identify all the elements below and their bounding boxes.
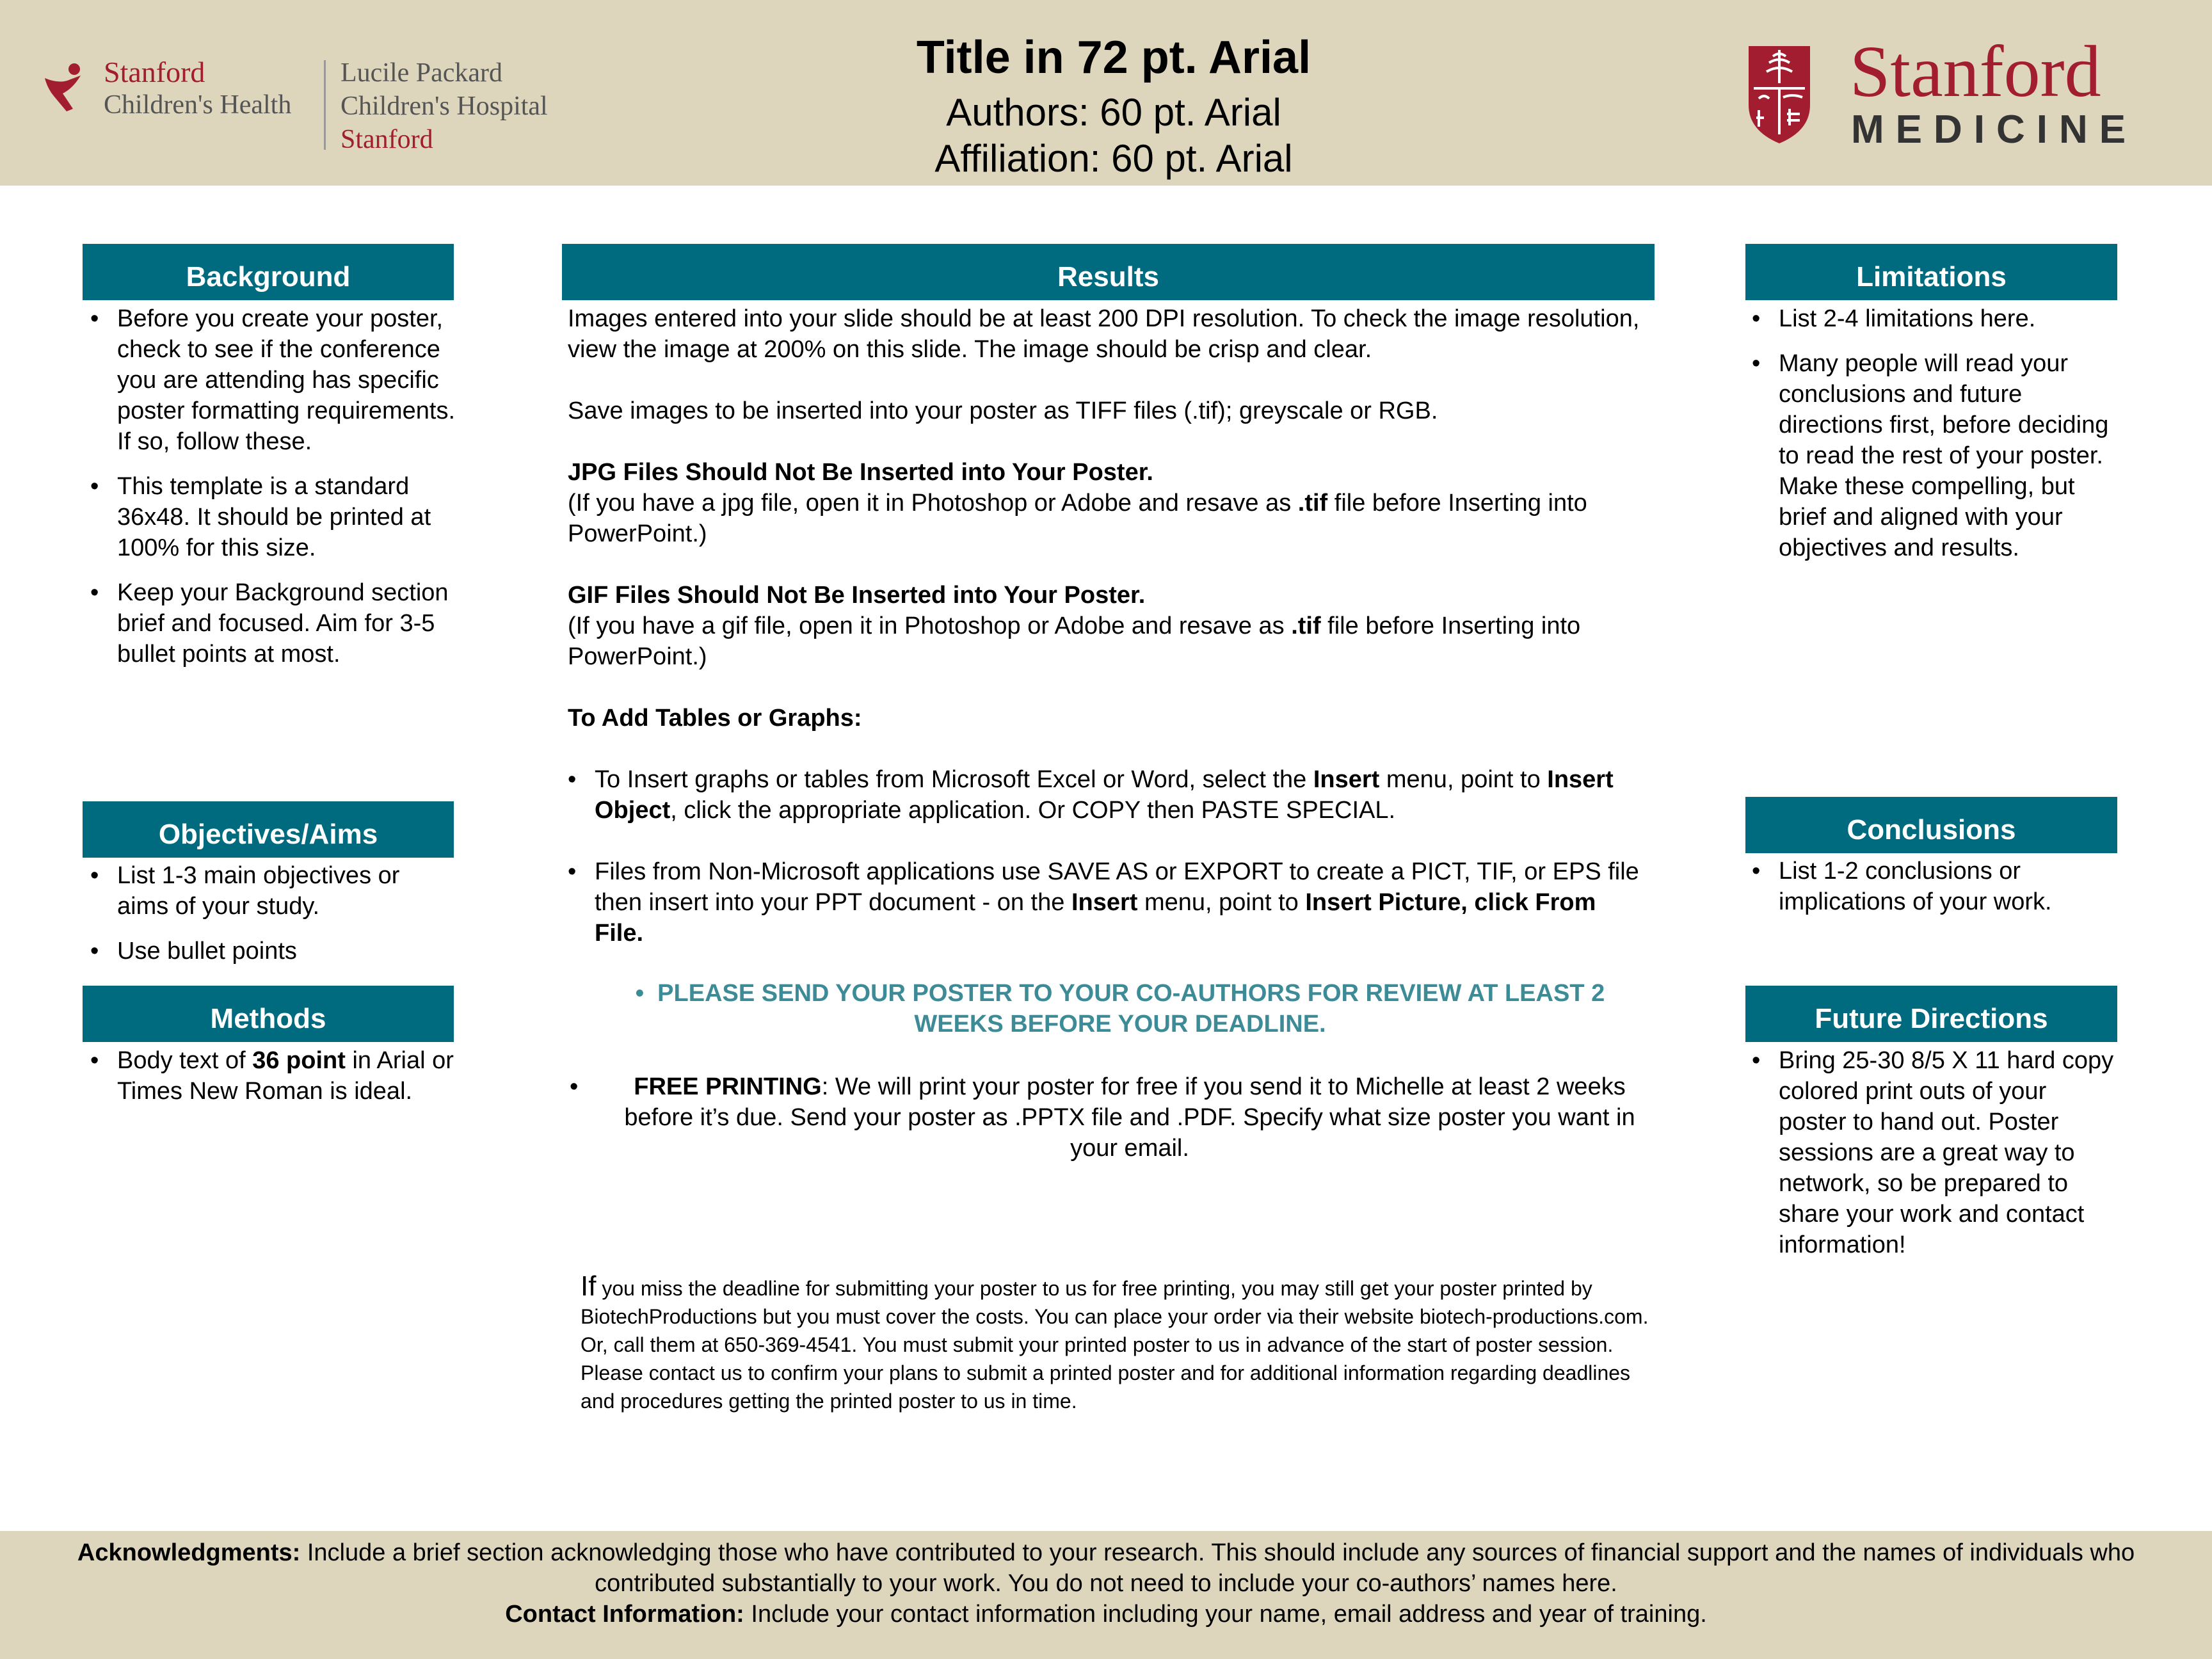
list-item [84, 1045, 455, 1107]
coauthor-notice [589, 978, 1651, 1039]
bullet-text-bold: Insert [1313, 766, 1380, 793]
list-item: • List 2-4 limitations here. [1745, 303, 2117, 334]
bullet-text-bold: Insert [1071, 889, 1138, 916]
contact-label: Contact Information: [505, 1601, 744, 1628]
poster-authors: Authors: 60 pt. Arial [946, 91, 1281, 134]
logo-line-childrens-health: Children's Health [104, 90, 292, 120]
stanford-shield-icon [1747, 44, 1811, 145]
limitations-list [1745, 303, 2117, 577]
bullet-dot: • [570, 1073, 579, 1100]
list-item [561, 764, 1649, 826]
gif-text: file before Inserting into PowerPoint.) [568, 613, 1581, 670]
limitations-heading: Limitations [1745, 244, 2117, 300]
free-printing-text [602, 1071, 1658, 1164]
results-paragraph: Save images to be inserted into your poster as TIFF files (.tif); greyscale or RGB. [568, 397, 1438, 424]
list-item: • Before you create your poster, check to see if the conference you are attending has specific poster formatting requirements. If so, follow these. [84, 303, 455, 457]
bullet-text: To Insert graphs or tables from Microsoft Excel or Word, select the [595, 766, 1313, 793]
tif-extension: .tif [1297, 490, 1328, 517]
gif-text: (If you have a gif file, open it in Photoshop or Adobe and resave as [568, 613, 1292, 639]
late-printing-paragraph [581, 1272, 1656, 1415]
results-heading: Results [562, 244, 1655, 300]
logo-line-childrens-hospital: Children's Hospital [341, 92, 548, 121]
stanford-childrens-logo [41, 56, 566, 159]
list-item: • Many people will read your conclusions and future directions first, before deciding to read the rest of your poster. Make these compelling, but brief and aligned with your objectives and results. [1745, 348, 2117, 563]
results-paragraph: Images entered into your slide should be at least 200 DPI resolution. To check the image resolution, view the image at 200% on this slide. The image should be crisp and clear. [568, 305, 1640, 363]
methods-list [84, 1045, 455, 1121]
future-directions-list [1745, 1045, 2117, 1274]
contact-information [0, 1599, 2212, 1630]
list-item: • Use bullet points [84, 936, 455, 966]
child-figure-icon [41, 63, 91, 113]
late-printing-text: you miss the deadline for submitting your poster to us for free printing, you may still get your poster printed by BiotechProductions but you must cover the costs. You can place your order via their website biotech-productions.com. Or, call them at 650-369-4541. You must submit your printed poster to us in advance of the start of poster session. Please contact us to confirm your plans to submit a printed poster and for additional information regarding deadlines and procedures getting the printed poster to us in time. [581, 1277, 1649, 1413]
tables-heading: To Add Tables or Graphs: [568, 705, 862, 732]
gif-paragraph [568, 611, 1656, 672]
free-printing-item [570, 1071, 1658, 1164]
bullet-text: Files from Non-Microsoft applications use SAVE AS or EXPORT to create a PICT, TIF, or EPS file then insert into your PPT document - on the [595, 858, 1639, 916]
jpg-text: file before Inserting into PowerPoint.) [568, 490, 1587, 547]
poster-title: Title in 72 pt. Arial [916, 32, 1311, 83]
future-directions-heading: Future Directions [1745, 986, 2117, 1042]
bullet-text-bold: Insert Picture, click From File. [595, 889, 1596, 947]
list-item: • Bring 25-30 8/5 X 11 hard copy colored print outs of your poster to hand out. Poster sessions are a great way to network, so be prepared to share your work and contact information! [1745, 1045, 2117, 1260]
stanford-medicine-logo [1747, 31, 2157, 154]
stanford-childrens-health-wordmark [104, 56, 291, 122]
late-printing-first: If [581, 1270, 597, 1302]
logo-line-lucile-packard: Lucile Packard [341, 58, 503, 88]
jpg-paragraph [568, 488, 1656, 549]
coauthor-notice-text: PLEASE SEND YOUR POSTER TO YOUR CO-AUTHORS FOR REVIEW AT LEAST 2 WEEKS BEFORE YOUR DEADLINE. [657, 980, 1605, 1038]
conclusions-list [1745, 856, 2117, 931]
lucile-packard-wordmark [341, 56, 548, 156]
jpg-heading: JPG Files Should Not Be Inserted into Your Poster. [568, 459, 1153, 486]
acknowledgments-text: Include a brief section acknowledging those who have contributed to your research. This should include any sources of financial support and the names of individuals who contributed substantially to your work. You do not need to include your co-authors’ names here. [300, 1539, 2135, 1597]
jpg-text: (If you have a jpg file, open it in Photoshop or Adobe and resave as [568, 490, 1298, 517]
results-bullets [561, 764, 1649, 963]
bullet-text: menu, point to [1379, 766, 1548, 793]
list-item: • Keep your Background section brief and focused. Aim for 3-5 bullet points at most. [84, 577, 455, 669]
background-heading: Background [83, 244, 454, 300]
tif-extension: .tif [1291, 613, 1321, 639]
list-item: • This template is a standard 36x48. It should be printed at 100% for this size. [84, 471, 455, 563]
bullet-text: , click the appropriate application. Or COPY then PASTE SPECIAL. [670, 797, 1396, 824]
logo-line-stanford: Stanford [104, 56, 205, 88]
acknowledgments-label: Acknowledgments: [77, 1539, 301, 1566]
poster-title-block [723, 26, 1504, 182]
methods-text-bold: 36 point [252, 1047, 346, 1074]
objectives-list [84, 860, 455, 981]
list-item: • List 1-3 main objectives or aims of your study. [84, 860, 455, 922]
list-item [561, 856, 1649, 949]
methods-heading: Methods [83, 986, 454, 1042]
free-printing-body: : We will print your poster for free if you send it to Michelle at least 2 weeks before it’s due. Send your poster as .PPTX file and .PDF. Specify what size poster you want in your email. [624, 1073, 1635, 1162]
stanford-wordmark: Stanford [1850, 31, 2101, 112]
objectives-heading: Objectives/Aims [83, 801, 454, 858]
gif-heading: GIF Files Should Not Be Inserted into Your Poster. [568, 582, 1146, 609]
list-item: • List 1-2 conclusions or implications of your work. [1745, 856, 2117, 917]
conclusions-heading: Conclusions [1745, 797, 2117, 853]
notice-bullet: • [635, 980, 658, 1007]
logo-divider [324, 60, 326, 150]
bullet-text-bold: Insert Object [595, 766, 1614, 824]
poster-affiliation: Affiliation: 60 pt. Arial [934, 137, 1293, 180]
methods-text: Body text of [117, 1047, 253, 1074]
free-printing-label: FREE PRINTING [634, 1073, 822, 1100]
logo-line-stanford-red: Stanford [341, 125, 433, 154]
medicine-wordmark: MEDICINE [1851, 108, 2138, 152]
methods-text: in Arial or Times New Roman is ideal. [117, 1047, 454, 1105]
bullet-text: menu, point to [1137, 889, 1306, 916]
background-list [84, 303, 455, 684]
acknowledgments [0, 1537, 2212, 1599]
contact-text: Include your contact information including your name, email address and year of training. [744, 1601, 1707, 1628]
